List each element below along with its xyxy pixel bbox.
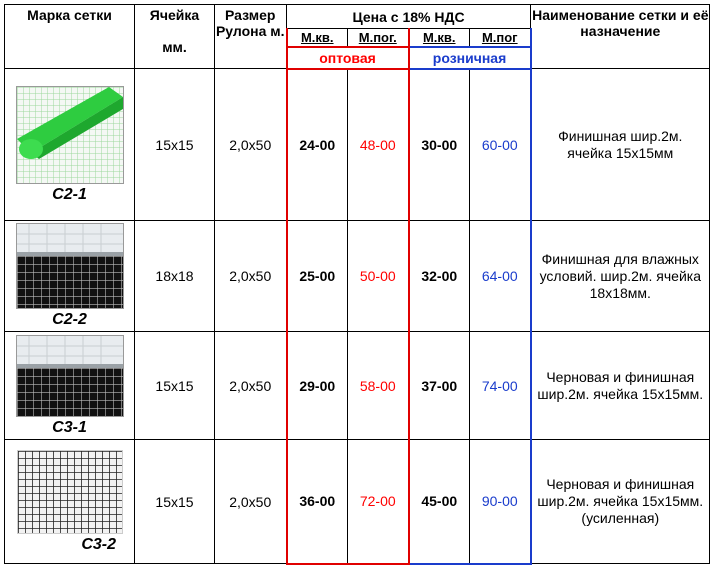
row-roll: 2,0x50 [215, 440, 287, 564]
table-row [5, 440, 710, 564]
row-code: С2-1 [52, 185, 87, 203]
row-wholesale-sqm: 29-00 [287, 332, 348, 440]
row-cell: 15x15 [135, 69, 215, 221]
header-retail-lin: М.пог [470, 29, 531, 47]
row-retail-sqm: 32-00 [409, 221, 470, 332]
header-price: Цена с 18% НДС [287, 5, 531, 29]
row-cell: 18x18 [135, 221, 215, 332]
row-mark [5, 221, 135, 332]
row-wholesale-lin: 50-00 [348, 221, 409, 332]
row-code: С2-2 [52, 311, 87, 328]
row-roll: 2,0x50 [215, 69, 287, 221]
row-desc: Финишная шир.2м. ячейка 15х15мм [531, 69, 710, 221]
header-roll: Размер Рулона м. [215, 5, 287, 69]
row-wholesale-lin: 48-00 [348, 69, 409, 221]
row-retail-lin: 60-00 [470, 69, 531, 221]
row-wholesale-lin: 72-00 [348, 440, 409, 564]
row-cell: 15x15 [135, 440, 215, 564]
row-roll: 2,0x50 [215, 221, 287, 332]
row-wholesale-sqm: 36-00 [287, 440, 348, 564]
row-mark [5, 440, 135, 564]
row-code: С3-1 [52, 418, 87, 436]
header-cell [135, 5, 215, 69]
header-retail: розничная [409, 47, 531, 69]
row-mark [5, 332, 135, 440]
row-retail-lin: 90-00 [470, 440, 531, 564]
row-desc: Финишная для влажных условий. шир.2м. ячейка 18х18мм. [531, 221, 710, 332]
green-mesh-roll-icon [16, 86, 124, 184]
white-mesh-roll-icon [16, 335, 124, 417]
row-wholesale-sqm: 25-00 [287, 221, 348, 332]
white-mesh-roll-icon [16, 223, 124, 309]
row-cell: 15x15 [135, 332, 215, 440]
table-row [5, 221, 710, 332]
black-mesh-flat-icon [17, 450, 123, 534]
header-wholesale-sqm: М.кв. [287, 29, 348, 47]
row-retail-sqm: 45-00 [409, 440, 470, 564]
row-wholesale-lin: 58-00 [348, 332, 409, 440]
header-mark: Марка сетки [5, 5, 135, 69]
table-row [5, 332, 710, 440]
row-desc: Черновая и финишная шир.2м. ячейка 15х15мм. (усиленная) [531, 440, 710, 564]
price-table [4, 4, 710, 565]
table-row [5, 69, 710, 221]
header-wholesale-lin: М.пог. [348, 29, 409, 47]
row-code: С3-2 [81, 535, 116, 553]
row-retail-lin: 64-00 [470, 221, 531, 332]
header-cell-label: Ячейка [149, 7, 200, 23]
row-wholesale-sqm: 24-00 [287, 69, 348, 221]
row-retail-lin: 74-00 [470, 332, 531, 440]
row-mark [5, 69, 135, 221]
row-roll: 2,0x50 [215, 332, 287, 440]
header-name: Наименование сетки и её назначение [531, 5, 710, 69]
row-desc: Черновая и финишная шир.2м. ячейка 15х15мм. [531, 332, 710, 440]
header-wholesale: оптовая [287, 47, 409, 69]
header-cell-unit: мм. [162, 39, 187, 55]
header-retail-sqm: М.кв. [409, 29, 470, 47]
row-retail-sqm: 30-00 [409, 69, 470, 221]
row-retail-sqm: 37-00 [409, 332, 470, 440]
